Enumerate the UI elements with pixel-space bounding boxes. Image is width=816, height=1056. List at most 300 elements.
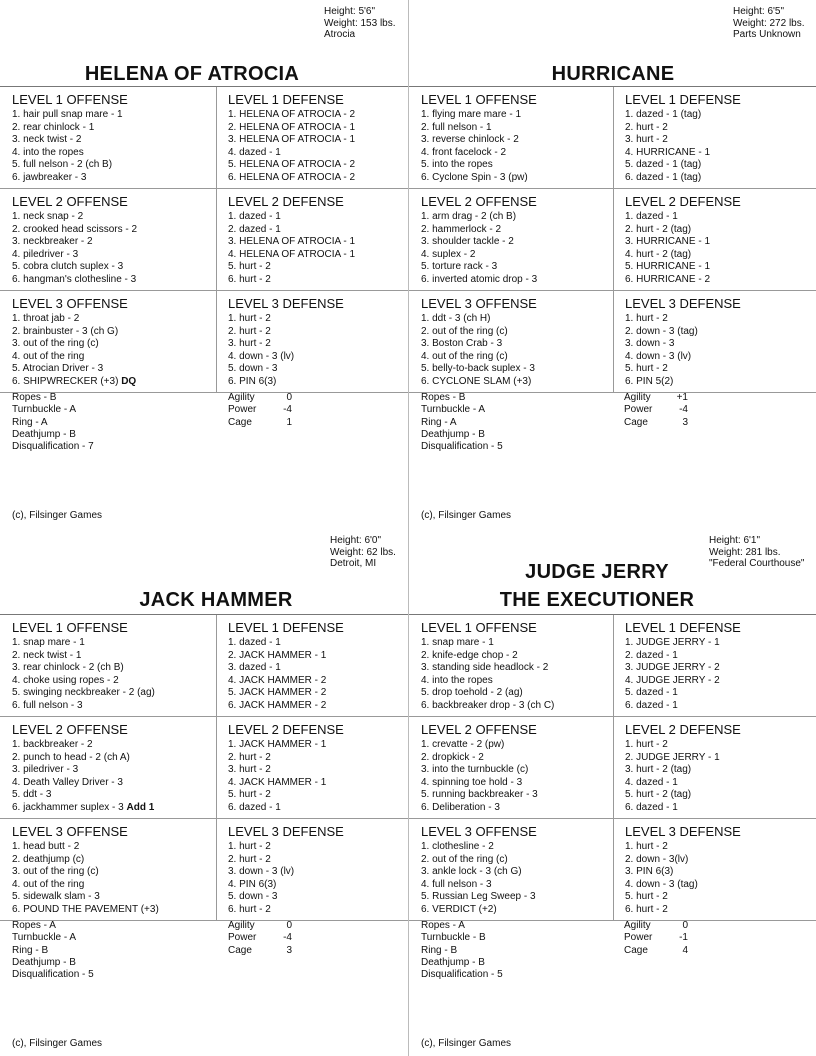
- rating-line: Turnbuckle - A: [421, 404, 486, 416]
- attribute-name: Cage: [624, 416, 648, 428]
- defense-heading: LEVEL 3 DEFENSE: [228, 824, 344, 839]
- offense-move: [12, 841, 216, 854]
- attribute-name: Power: [624, 404, 653, 416]
- offense-move: [421, 236, 613, 249]
- defense-cell: [216, 189, 408, 290]
- move-text: 2. knife-edge chop - 2: [421, 649, 518, 661]
- offense-move: [12, 274, 216, 287]
- move-text: 2. dropkick - 2: [421, 751, 484, 763]
- attribute-value: 0: [286, 920, 292, 931]
- offense-move: [421, 764, 613, 777]
- defense-result: [228, 891, 408, 904]
- level-row: [409, 87, 816, 189]
- defense-result: [228, 122, 408, 135]
- rating-line: Ropes - B: [12, 392, 57, 403]
- rating-line: Disqualification - 5: [421, 441, 503, 453]
- move-bonus: Add 1: [126, 801, 155, 813]
- move-text: 2. rear chinlock - 1: [12, 121, 95, 133]
- offense-move: [421, 700, 613, 713]
- move-text: 5. down - 3: [228, 891, 278, 902]
- offense-move: [12, 662, 216, 675]
- move-text: 1. JACK HAMMER - 1: [228, 739, 327, 750]
- move-text: 1. hair pull snap mare - 1: [12, 109, 123, 120]
- move-text: 6. full nelson - 3: [12, 699, 83, 711]
- copyright: (c), Filsinger Games: [421, 510, 512, 521]
- rating-line: Ring - B: [12, 944, 49, 956]
- move-grid: [409, 86, 816, 392]
- offense-move: [12, 261, 216, 274]
- defense-result: [228, 109, 408, 122]
- defense-result: [625, 274, 816, 287]
- offense-move: [12, 700, 216, 713]
- move-text: 5. belly-to-back suplex - 3: [421, 363, 535, 374]
- move-text: 2. hurt - 2 (tag): [625, 223, 692, 235]
- wrestler-name: [12, 586, 420, 614]
- defense-result: [625, 376, 816, 389]
- move-text: 4. dazed - 1: [625, 776, 678, 788]
- attribute-value: 3: [286, 944, 292, 956]
- move-text: 4. suplex - 2: [421, 248, 476, 260]
- move-text: 3. HELENA OF ATROCIA - 1: [228, 236, 356, 247]
- move-text: 2. down - 3 (tag): [625, 325, 698, 337]
- attribute-line: [228, 920, 292, 932]
- move-text: 3. HELENA OF ATROCIA - 1: [228, 134, 356, 145]
- defense-result: [228, 376, 408, 389]
- attribute-value: -1: [679, 932, 688, 944]
- offense-cell: [409, 819, 613, 920]
- move-text: 5. down - 3: [228, 363, 278, 374]
- offense-heading: LEVEL 3 OFFENSE: [12, 824, 128, 839]
- move-text: 1. arm drag - 2 (ch B): [421, 211, 517, 222]
- rating-line: Turnbuckle - A: [12, 404, 77, 416]
- level-row: [409, 819, 816, 921]
- offense-move: [421, 274, 613, 287]
- attribute-value: -4: [283, 404, 292, 416]
- wrestler-name: [393, 558, 801, 614]
- move-text: 2. deathjump (c): [12, 853, 85, 865]
- defense-result: [625, 879, 816, 892]
- move-text: 6. hurt - 2: [625, 903, 668, 915]
- level-row: [409, 291, 816, 393]
- defense-result: [625, 752, 816, 765]
- defense-result: [625, 662, 816, 675]
- defense-result: [625, 134, 816, 147]
- offense-move: [12, 675, 216, 688]
- move-text: 4. JUDGE JERRY - 2: [625, 674, 720, 686]
- offense-move: [421, 752, 613, 765]
- offense-move: [12, 802, 216, 815]
- offense-move: [421, 172, 613, 185]
- defense-result: [625, 147, 816, 160]
- move-grid: [0, 614, 408, 920]
- defense-heading: LEVEL 1 DEFENSE: [228, 620, 344, 635]
- move-text: 4. down - 3 (lv): [228, 350, 295, 362]
- rating-line: Turnbuckle - A: [12, 932, 77, 944]
- move-bonus: DQ: [121, 375, 137, 387]
- offense-move: [12, 764, 216, 777]
- move-grid: [0, 86, 408, 392]
- attribute-line: [228, 392, 292, 404]
- move-text: 2. hurt - 2: [228, 853, 271, 865]
- wrestler-card: [408, 528, 816, 1056]
- defense-result: [625, 172, 816, 185]
- move-text: 3. out of the ring (c): [12, 866, 99, 877]
- defense-result: [625, 338, 816, 351]
- wrestler-card: [0, 0, 408, 528]
- defense-result: [625, 236, 816, 249]
- move-text: 4. JACK HAMMER - 2: [228, 674, 327, 686]
- move-text: 5. torture rack - 3: [421, 261, 498, 272]
- move-text: 4. JACK HAMMER - 1: [228, 776, 327, 788]
- move-text: 2. dazed - 1: [228, 223, 281, 235]
- offense-move: [12, 122, 216, 135]
- move-text: 4. front facelock - 2: [421, 146, 507, 158]
- stat-line: Weight: 62 lbs.: [330, 546, 396, 558]
- ratings-section: [409, 920, 816, 1000]
- move-text: 3. down - 3 (lv): [228, 866, 295, 877]
- offense-move: [421, 363, 613, 376]
- attribute-value: -4: [283, 932, 292, 944]
- rating-line: Turnbuckle - B: [421, 932, 486, 944]
- move-text: 2. crooked head scissors - 2: [12, 223, 138, 235]
- offense-move: [421, 134, 613, 147]
- offense-cell: [0, 717, 216, 818]
- offense-move: [12, 891, 216, 904]
- move-text: 2. hurt - 2: [228, 325, 271, 337]
- defense-result: [228, 675, 408, 688]
- offense-cell: [0, 819, 216, 920]
- defense-result: [625, 687, 816, 700]
- defense-heading: LEVEL 1 DEFENSE: [625, 620, 741, 635]
- attribute-name: Agility: [624, 920, 651, 931]
- defense-result: [228, 802, 408, 815]
- move-text: 2. down - 3(lv): [625, 853, 689, 865]
- attribute-line: [228, 417, 292, 429]
- defense-cell: [613, 189, 816, 290]
- offense-heading: LEVEL 2 OFFENSE: [12, 194, 128, 209]
- move-text: 1. clothesline - 2: [421, 841, 494, 852]
- offense-move: [12, 211, 216, 224]
- attribute-name: Agility: [624, 392, 651, 403]
- move-text: 2. hurt - 2: [228, 751, 271, 763]
- move-text: 2. JACK HAMMER - 1: [228, 649, 327, 661]
- offense-move: [421, 338, 613, 351]
- offense-move: [421, 789, 613, 802]
- move-text: 1. hurt - 2: [228, 313, 271, 324]
- move-text: 5. hurt - 2: [228, 261, 271, 272]
- move-text: 1. flying mare mare - 1: [421, 109, 522, 120]
- offense-move: [421, 211, 613, 224]
- attribute-value: -4: [679, 404, 688, 416]
- defense-result: [625, 326, 816, 339]
- move-text: 5. hurt - 2: [625, 891, 668, 902]
- defense-result: [625, 739, 816, 752]
- attributes-list: [624, 392, 688, 429]
- move-text: 6. inverted atomic drop - 3: [421, 273, 538, 285]
- move-text: 6. SHIPWRECKER (+3): [12, 375, 122, 387]
- attribute-value: 1: [286, 416, 292, 428]
- defense-result: [228, 236, 408, 249]
- defense-result: [625, 363, 816, 376]
- rating-line: Disqualification - 5: [421, 969, 503, 981]
- defense-result: [625, 637, 816, 650]
- attribute-name: Cage: [228, 944, 252, 956]
- offense-move: [12, 224, 216, 237]
- offense-move: [421, 326, 613, 339]
- ratings-section: [0, 392, 408, 472]
- offense-heading: LEVEL 3 OFFENSE: [421, 824, 537, 839]
- move-text: 6. backbreaker drop - 3 (ch C): [421, 699, 555, 711]
- offense-move: [421, 376, 613, 389]
- move-text: 5. ddt - 3: [12, 789, 52, 800]
- move-text: 5. cobra clutch suplex - 3: [12, 261, 124, 272]
- defense-result: [228, 777, 408, 790]
- move-text: 3. piledriver - 3: [12, 764, 79, 775]
- offense-move: [12, 249, 216, 262]
- defense-result: [625, 650, 816, 663]
- defense-result: [228, 650, 408, 663]
- move-text: 4. choke using ropes - 2: [12, 674, 119, 686]
- move-text: 6. PIN 6(3): [228, 375, 277, 387]
- offense-move: [421, 891, 613, 904]
- move-text: 6. PIN 5(2): [625, 375, 674, 387]
- wrestler-stats: [733, 6, 805, 41]
- offense-move: [421, 224, 613, 237]
- attribute-line: [624, 404, 688, 416]
- offense-move: [421, 249, 613, 262]
- move-text: 5. full nelson - 2 (ch B): [12, 159, 113, 170]
- offense-move: [421, 879, 613, 892]
- offense-move: [12, 134, 216, 147]
- move-text: 5. dazed - 1 (tag): [625, 159, 702, 170]
- offense-heading: LEVEL 1 OFFENSE: [421, 620, 537, 635]
- move-text: 6. jackhammer suplex - 3: [12, 801, 127, 813]
- move-text: 1. snap mare - 1: [12, 637, 85, 648]
- move-text: 5. running backbreaker - 3: [421, 789, 538, 800]
- move-text: 6. dazed - 1: [228, 801, 281, 813]
- wrestler-name-line: JUDGE JERRY: [525, 561, 669, 583]
- offense-move: [12, 777, 216, 790]
- rating-line: Deathjump - B: [12, 956, 76, 968]
- move-text: 6. dazed - 1 (tag): [625, 171, 702, 183]
- offense-move: [421, 147, 613, 160]
- move-text: 5. Atrocian Driver - 3: [12, 363, 104, 374]
- offense-heading: LEVEL 1 OFFENSE: [12, 92, 128, 107]
- defense-result: [228, 789, 408, 802]
- move-text: 1. head butt - 2: [12, 841, 80, 852]
- defense-cell: [216, 819, 408, 920]
- move-text: 4. down - 3 (tag): [625, 878, 698, 890]
- defense-result: [625, 802, 816, 815]
- defense-result: [228, 211, 408, 224]
- move-text: 1. hurt - 2: [625, 841, 668, 852]
- attribute-line: [624, 392, 688, 404]
- move-text: 3. PIN 6(3): [625, 866, 674, 877]
- defense-result: [228, 854, 408, 867]
- move-text: 3. hurt - 2: [228, 338, 271, 349]
- defense-result: [228, 637, 408, 650]
- offense-heading: LEVEL 2 OFFENSE: [12, 722, 128, 737]
- stat-line: Parts Unknown: [733, 29, 801, 40]
- defense-result: [228, 687, 408, 700]
- move-text: 6. hurt - 2: [228, 903, 271, 915]
- offense-move: [12, 739, 216, 752]
- level-row: [409, 615, 816, 717]
- offense-move: [12, 326, 216, 339]
- defense-result: [625, 122, 816, 135]
- move-text: 6. dazed - 1: [625, 699, 678, 711]
- offense-heading: LEVEL 1 OFFENSE: [421, 92, 537, 107]
- offense-move: [421, 777, 613, 790]
- offense-move: [421, 159, 613, 172]
- defense-result: [625, 866, 816, 879]
- defense-cell: [613, 291, 816, 392]
- offense-move: [12, 363, 216, 376]
- attribute-line: [624, 945, 688, 957]
- rating-line: Ring - A: [12, 416, 48, 428]
- defense-result: [228, 338, 408, 351]
- ratings-list: [12, 920, 94, 981]
- offense-move: [421, 687, 613, 700]
- attribute-line: [228, 945, 292, 957]
- move-text: 4. out of the ring: [12, 350, 85, 362]
- level-row: [0, 87, 408, 189]
- offense-move: [12, 109, 216, 122]
- offense-move: [12, 752, 216, 765]
- offense-move: [421, 637, 613, 650]
- offense-move: [12, 236, 216, 249]
- attribute-name: Agility: [228, 920, 255, 931]
- copyright: (c), Filsinger Games: [421, 1038, 512, 1049]
- move-text: 4. HELENA OF ATROCIA - 1: [228, 248, 356, 260]
- move-text: 1. JUDGE JERRY - 1: [625, 637, 720, 648]
- offense-cell: [409, 717, 613, 818]
- defense-cell: [613, 615, 816, 716]
- offense-move: [421, 662, 613, 675]
- offense-move: [12, 351, 216, 364]
- level-row: [0, 291, 408, 393]
- move-text: 3. dazed - 1: [228, 662, 281, 673]
- move-text: 6. jawbreaker - 3: [12, 171, 87, 183]
- wrestler-name-line: HELENA OF ATROCIA: [84, 63, 300, 85]
- move-text: 1. dazed - 1: [228, 211, 281, 222]
- defense-result: [625, 764, 816, 777]
- defense-result: [228, 904, 408, 917]
- defense-result: [228, 249, 408, 262]
- offense-move: [421, 675, 613, 688]
- move-text: 3. into the turnbuckle (c): [421, 764, 529, 775]
- stat-line: "Federal Courthouse": [709, 558, 805, 569]
- move-text: 5. hurt - 2: [625, 363, 668, 374]
- offense-heading: LEVEL 3 OFFENSE: [421, 296, 537, 311]
- move-text: 3. hurt - 2: [625, 134, 668, 145]
- offense-heading: LEVEL 3 OFFENSE: [12, 296, 128, 311]
- move-text: 4. out of the ring: [12, 878, 85, 890]
- move-text: 2. full nelson - 1: [421, 121, 492, 133]
- offense-move: [421, 841, 613, 854]
- offense-move: [12, 637, 216, 650]
- level-row: [0, 717, 408, 819]
- defense-result: [228, 739, 408, 752]
- move-text: 6. CYCLONE SLAM (+3): [421, 375, 532, 387]
- offense-move: [421, 650, 613, 663]
- defense-heading: LEVEL 3 DEFENSE: [625, 824, 741, 839]
- stat-line: Detroit, MI: [330, 558, 377, 569]
- offense-cell: [409, 291, 613, 392]
- defense-result: [625, 854, 816, 867]
- offense-move: [421, 261, 613, 274]
- move-text: 2. JUDGE JERRY - 1: [625, 751, 720, 763]
- attributes-list: [228, 920, 292, 957]
- move-text: 4. dazed - 1: [228, 146, 281, 158]
- move-text: 1. hurt - 2: [625, 313, 668, 324]
- move-text: 4. full nelson - 3: [421, 878, 492, 890]
- attribute-value: 0: [286, 392, 292, 403]
- ratings-list: [421, 920, 503, 981]
- defense-result: [625, 224, 816, 237]
- move-text: 2. dazed - 1: [625, 649, 678, 661]
- offense-heading: LEVEL 2 OFFENSE: [421, 194, 537, 209]
- move-text: 4. Death Valley Driver - 3: [12, 776, 123, 788]
- defense-result: [625, 249, 816, 262]
- wrestler-card: [0, 528, 408, 1056]
- defense-result: [228, 764, 408, 777]
- level-row: [0, 819, 408, 921]
- stat-line: Weight: 153 lbs.: [324, 17, 396, 29]
- move-text: 3. out of the ring (c): [12, 338, 99, 349]
- move-text: 5. JACK HAMMER - 2: [228, 687, 327, 698]
- offense-move: [12, 650, 216, 663]
- move-text: 5. HELENA OF ATROCIA - 2: [228, 159, 356, 170]
- move-text: 5. hurt - 2: [228, 789, 271, 800]
- move-text: 3. neck twist - 2: [12, 134, 82, 145]
- move-text: 3. hurt - 2 (tag): [625, 764, 692, 775]
- attribute-name: Power: [228, 404, 257, 416]
- attribute-value: 3: [682, 416, 688, 428]
- ratings-list: [421, 392, 503, 453]
- move-text: 4. into the ropes: [421, 674, 493, 686]
- defense-result: [228, 261, 408, 274]
- move-text: 3. standing side headlock - 2: [421, 662, 549, 673]
- defense-result: [625, 313, 816, 326]
- defense-heading: LEVEL 1 DEFENSE: [625, 92, 741, 107]
- defense-result: [228, 351, 408, 364]
- offense-move: [12, 904, 216, 917]
- move-text: 4. HURRICANE - 1: [625, 146, 711, 158]
- attribute-name: Power: [228, 932, 257, 944]
- rating-line: Ring - B: [421, 944, 458, 956]
- copyright: (c), Filsinger Games: [12, 1038, 103, 1049]
- move-text: 1. dazed - 1: [625, 211, 678, 222]
- offense-move: [421, 739, 613, 752]
- defense-heading: LEVEL 2 DEFENSE: [625, 722, 741, 737]
- defense-result: [228, 313, 408, 326]
- offense-heading: LEVEL 1 OFFENSE: [12, 620, 128, 635]
- move-text: 6. Deliberation - 3: [421, 801, 500, 813]
- offense-cell: [0, 291, 216, 392]
- level-row: [409, 717, 816, 819]
- defense-result: [228, 134, 408, 147]
- move-text: 1. dazed - 1 (tag): [625, 109, 702, 120]
- defense-result: [228, 752, 408, 765]
- wrestler-name-line: HURRICANE: [551, 63, 675, 85]
- offense-move: [421, 109, 613, 122]
- move-text: 1. backbreaker - 2: [12, 739, 93, 750]
- defense-result: [625, 891, 816, 904]
- move-text: 2. hammerlock - 2: [421, 223, 502, 235]
- defense-cell: [216, 615, 408, 716]
- attribute-value: +1: [676, 392, 688, 403]
